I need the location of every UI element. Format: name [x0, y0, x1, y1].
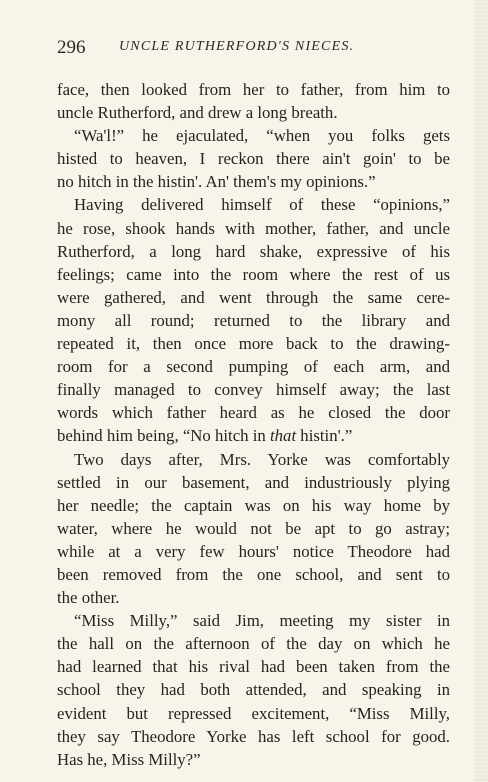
text-line: were gathered, and went through the same cere- [57, 287, 450, 307]
page-number: 296 [57, 37, 86, 58]
text-line: had learned that his rival had been taken from the [57, 657, 450, 677]
text-line: “Wa'l!” he ejaculated, “when you folks gets [74, 126, 450, 146]
text-line: Has he, Miss Milly?” [57, 749, 201, 769]
text-line: evident but repressed excitement, “Miss Milly, [57, 703, 450, 723]
text-line: uncle Rutherford, and drew a long breath. [57, 103, 338, 123]
text-line: mony all round; returned to the library and [57, 310, 450, 330]
text-line: been removed from the one school, and sent to [57, 564, 450, 584]
text-line: Two days after, Mrs. Yorke was comfortably [74, 449, 450, 469]
text-line: words which father heard as he closed the door [57, 403, 450, 423]
text-line: room for a second pumping of each arm, and [57, 357, 450, 377]
body-text [57, 78, 450, 771]
text-line: school they had both attended, and speaking in [57, 680, 450, 700]
italic-word: that [270, 426, 297, 446]
text-line: Rutherford, a long hard shake, expressive of his [57, 241, 450, 261]
text-line: Having delivered himself of these “opinions,” [74, 195, 450, 215]
running-head: UNCLE RUTHERFORD'S NIECES. [119, 39, 355, 54]
text-line: face, then looked from her to father, from him to [57, 80, 450, 99]
text-line: he rose, shook hands with mother, father, and uncle [57, 218, 450, 238]
text-line: no hitch in the histin'. An' them's my opinions.” [57, 172, 376, 192]
text-line: the hall on the afternoon of the day on which he [57, 634, 450, 654]
page-edge [474, 0, 488, 782]
text-line: histed to heaven, I reckon there ain't goin' to be [57, 149, 450, 169]
text-segment: behind him being, “No hitch in [57, 426, 270, 446]
text-line: while at a very few hours' notice Theodore had [57, 541, 450, 561]
text-line-mixed [57, 424, 450, 447]
text-line: the other. [57, 588, 120, 608]
text-line: feelings; came into the room where the rest of us [57, 264, 450, 284]
page-header [57, 37, 457, 61]
text-line: water, where he would not be apt to go astray; [57, 518, 450, 538]
text-line: “Miss Milly,” said Jim, meeting my sister in [74, 611, 450, 631]
text-line: they say Theodore Yorke has left school for good. [57, 726, 450, 746]
text-line: finally managed to convey himself away; the last [57, 380, 450, 400]
text-line: her needle; the captain was on his way home by [57, 495, 450, 515]
text-segment: histin'.” [296, 426, 353, 446]
text-line: repeated it, then once more back to the drawing- [57, 334, 450, 354]
text-line: settled in our basement, and industriously plying [57, 472, 450, 492]
